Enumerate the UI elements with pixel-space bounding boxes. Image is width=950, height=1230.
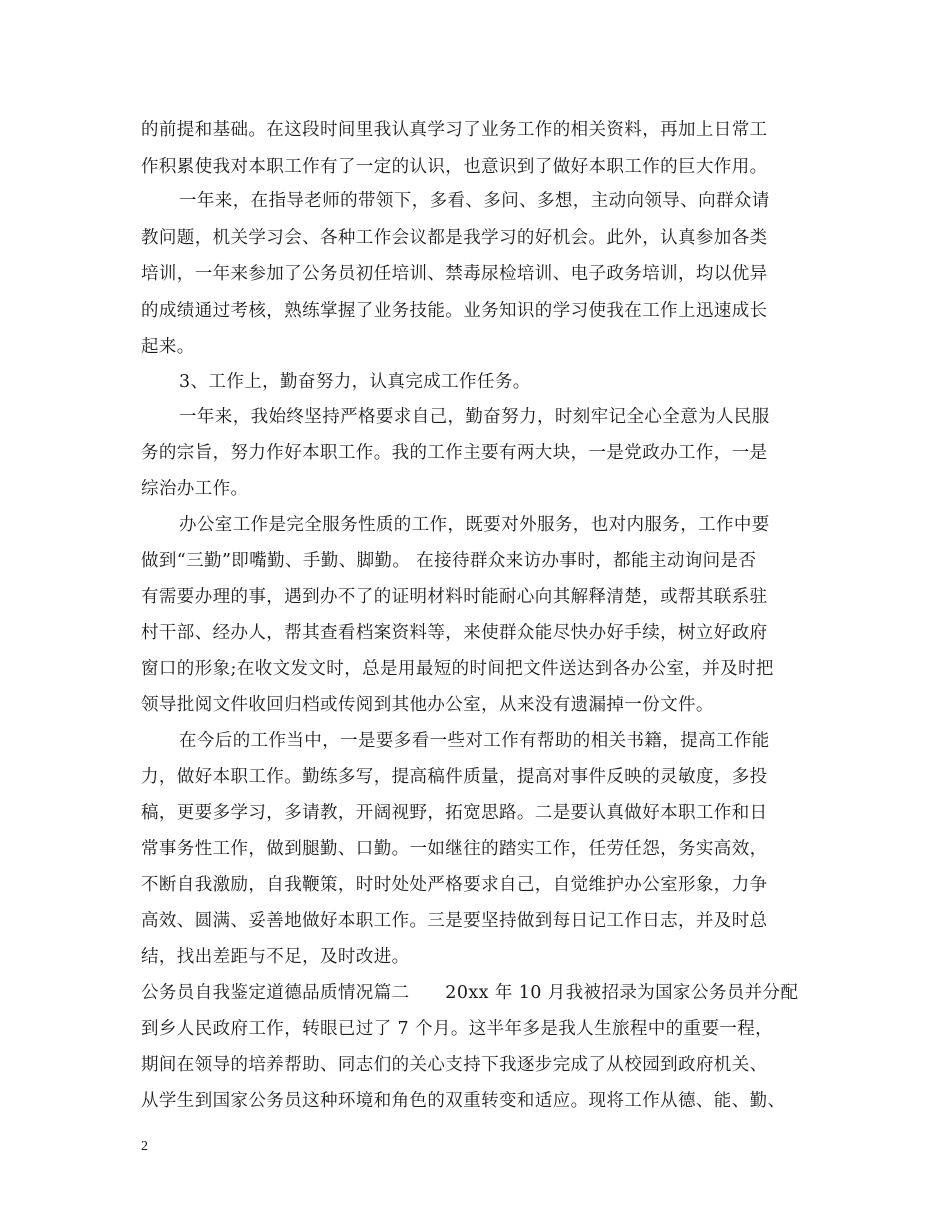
text-line: 作积累使我对本职工作有了一定的认识，也意识到了做好本职工作的巨大作用。 [141, 157, 768, 177]
text-line: 务的宗旨，努力作好本职工作。我的工作主要有两大块，一是党政办工作，一是 [141, 443, 768, 463]
text-line: 起来。 [141, 337, 195, 357]
text-line: 不断自我激励，自我鞭策，时时处处严格要求自己，自觉维护办公室形象，力争 [141, 875, 768, 895]
text-line: 的前提和基础。在这段时间里我认真学习了业务工作的相关资料，再加上日常工 [141, 120, 768, 140]
text-line: 办公室工作是完全服务性质的工作，既要对外服务，也对内服务，工作中要 [179, 515, 770, 535]
text-line: 常事务性工作，做到腿勤、口勤。一如继往的踏实工作，任劳任怨，务实高效， [141, 839, 768, 859]
text-line: 的成绩通过考核，熟练掌握了业务技能。业务知识的学习使我在工作上迅速成长 [141, 301, 768, 321]
text-line: 期间在领导的培养帮助、同志们的关心支持下我逐步完成了从校园到政府机关、 [141, 1055, 768, 1075]
section-heading-line: 公务员自我鉴定道德品质情况篇二 20xx 年 10 月我被招录为国家公务员并分配 [141, 983, 799, 1003]
text-line: 到乡人民政府工作，转眼已过了 7 个月。这半年多是我人生旅程中的重要一程， [141, 1019, 774, 1039]
text-line: 高效、圆满、妥善地做好本职工作。三是要坚持做到每日记工作日志，并及时总 [141, 911, 768, 931]
text-line: 教问题，机关学习会、各种工作会议都是我学习的好机会。此外，认真参加各类 [141, 228, 768, 248]
text-line: 综治办工作。 [141, 479, 249, 499]
text-line: 领导批阅文件收回归档或传阅到其他办公室，从来没有遗漏掉一份文件。 [141, 695, 714, 715]
text-line: 从学生到国家公务员这种环境和角色的双重转变和适应。现将工作从德、能、勤、 [141, 1091, 786, 1111]
text-line: 有需要办理的事，遇到办不了的证明材料时能耐心向其解释清楚，或帮其联系驻 [141, 587, 768, 607]
text-line: 结，找出差距与不足，及时改进。 [141, 947, 410, 967]
text-line: 一年来，我始终坚持严格要求自己，勤奋努力，时刻牢记全心全意为人民服 [179, 407, 770, 427]
page-number: 2 [141, 1139, 148, 1154]
text-line: 3、工作上，勤奋努力，认真完成工作任务。 [179, 372, 531, 392]
text-line: 培训，一年来参加了公务员初任培训、禁毒尿检培训、电子政务培训，均以优异 [141, 264, 768, 284]
text-line: 一年来，在指导老师的带领下，多看、多问、多想，主动向领导、向群众请 [179, 191, 770, 211]
text-line: 做到“三勤”即嘴勤、手勤、脚勤。 在接待群众来访办事时，都能主动询问是否 [141, 551, 757, 571]
text-line: 在今后的工作当中，一是要多看一些对工作有帮助的相关书籍，提高工作能 [179, 731, 770, 751]
text-line: 稿，更要多学习，多请教，开阔视野，拓宽思路。二是要认真做好本职工作和日 [141, 803, 768, 823]
text-line: 村干部、经办人，帮其查看档案资料等，来使群众能尽快办好手续，树立好政府 [141, 623, 768, 643]
text-line: 力，做好本职工作。勤练多写，提高稿件质量，提高对事件反映的灵敏度，多投 [141, 767, 768, 787]
text-line: 窗口的形象;在收文发文时，总是用最短的时间把文件送达到各办公室，并及时把 [141, 659, 774, 679]
